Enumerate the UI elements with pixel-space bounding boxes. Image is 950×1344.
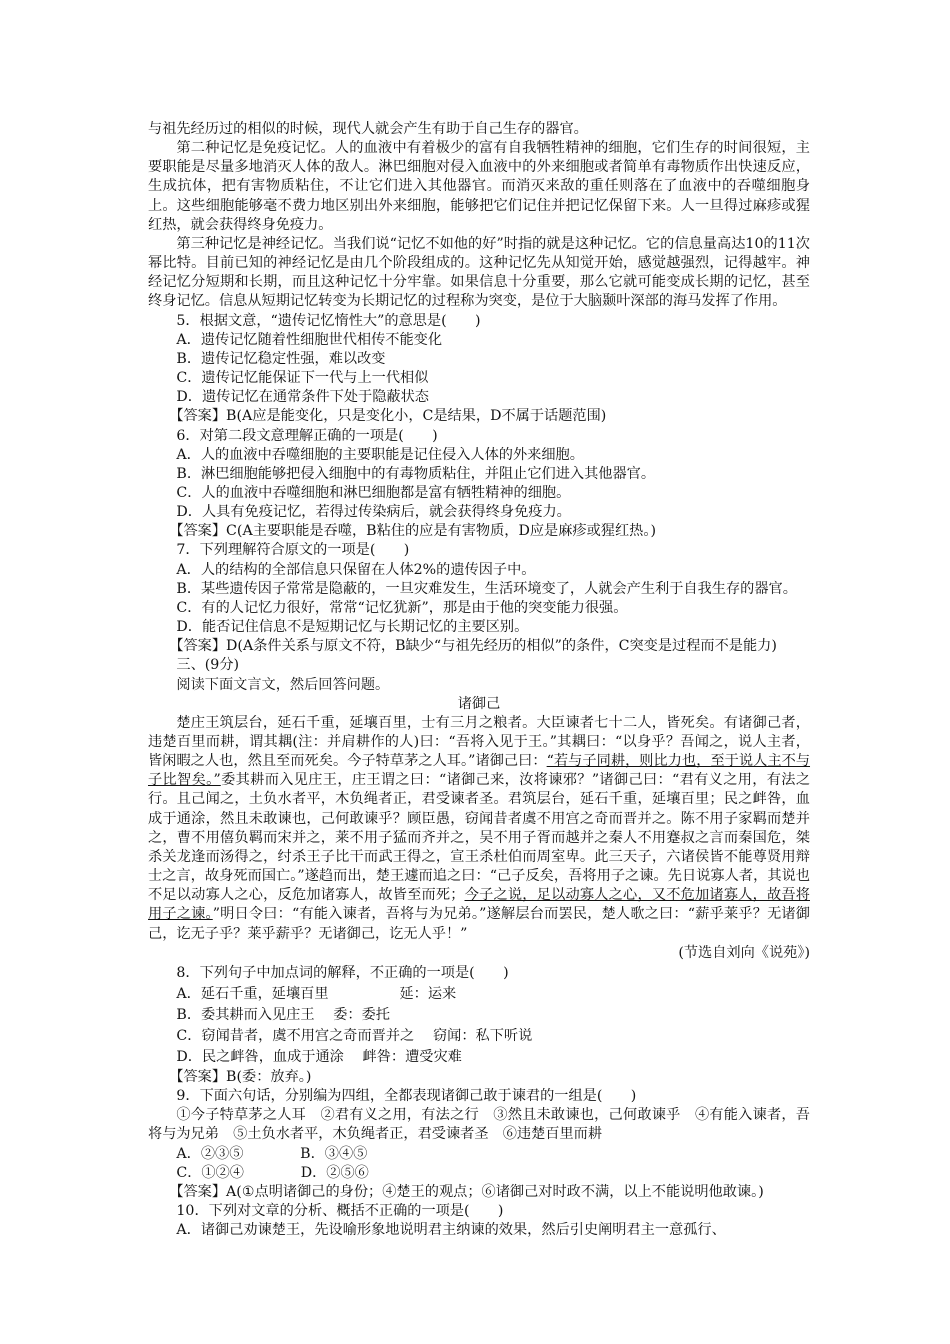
passage-title: 诸御己	[457, 695, 501, 712]
question-6-option-d: D．人具有免疫记忆，若得过传染病后，就会获得终身免疫力。	[176, 504, 571, 521]
question-5-option-b: B．遗传记忆稳定性强，难以改变	[176, 350, 386, 367]
passage-part-b: 委其耕而入见庄王，庄王谓之曰：“诸御己来，汝将谏邪？”诸御己曰：“君有义之用，有法之行。且己闻之，土负水者平，木负绳者正，君受谏者圣。君筑层台，延石千重，延壤百里；民之衅咎，血成于通涂，然且未敢谏也，己何敢谏乎？顾臣愚，窃闻昔者虞不用宫之奇而晋并之。陈不用子家羁而楚并之，曹不用僖负羁而宋并之，莱不用子猛而齐并之，吴不用子胥而越并之秦人不用蹇叔之言而秦国危，桀杀关龙逢而汤得之，纣杀王子比干而武王得之，宣王杀杜伯而周室卑。此三天子，六诸侯皆不能尊贤用辩士之言，故身死而国亡。”遂趋而出，楚王遽而追之曰：“己子反矣，吾将用子之谏。先日说寡人者，其说也不足以动寡人之心，反危加诸寡人，故皆至而死；	[148, 772, 811, 904]
passage-part-a: 楚庄王筑层台，延石千重，延壤百里，士有三月之粮者。大臣谏者七十二人，皆死矣。有诸御己者，违楚百里而耕，谓其耦(注：并肩耕作的人)曰：“吾将入见于王。”其耦曰：“以身乎？吾闻之，说人主者，皆闲暇之人也，然且至而死矣。今子特草茅之人耳。”诸御己曰：	[148, 714, 810, 770]
question-6-option-c: C．人的血液中吞噬细胞和淋巴细胞都是富有牺牲精神的细胞。	[176, 484, 571, 501]
question-6-option-a: A．人的血液中吞噬细胞的主要职能是记住侵入人体的外来细胞。	[176, 446, 584, 463]
passage-underlined-sentence-1: “若与子同耕，则比力也，至于说人主不与子比智矣。”	[148, 753, 811, 789]
paragraph-continued: 与祖先经历过的相似的时候，现代人就会产生有助于自己生存的器官。	[148, 121, 588, 137]
question-7-option-b: B．某些遗传因子常常是隐蔽的，一旦灾难发生，生活环境变了，人就会产生利于自我生存的器官。	[176, 580, 797, 597]
question-7-option-a: A．人的结构的全部信息只保留在人体2%的遗传因子中。	[176, 561, 536, 578]
question-10-option-a: A．诸御己劝谏楚王，先设喻形象地说明君主纳谏的效果，然后引史阐明君主一意孤行、	[176, 1222, 726, 1239]
question-6-answer: 【答案】C(A主要职能是吞噬，B粘住的应是有害物质，D应是麻疹或猩红热。)	[169, 523, 656, 540]
question-8-option-b: B．委其耕而入见庄王 委：委托	[176, 1006, 390, 1023]
question-5-option-a: A．遗传记忆随着性细胞世代相传不能变化	[176, 331, 443, 348]
question-5-answer: 【答案】B(A应是能变化，只是变化小，C是结果，D不属于话题范围)	[169, 408, 607, 425]
passage-underlined-sentence-2: 今子之说，足以动寡人之心，又不危加诸寡人，故吾将用子之谏。	[148, 887, 810, 923]
question-9-items: ①今子特草茅之人耳 ②君有义之用，有法之行 ③然且未敢谏也，己何敢谏乎 ④有能入谏者，吾将与为兄弟 ⑤土负水者平，木负绳者正，君受谏者圣 ⑥违楚百里而耕	[148, 1107, 810, 1143]
question-9-options-cd: C．①②④ D．②⑤⑥	[176, 1164, 369, 1181]
paragraph-immune-memory: 第二种记忆是免疫记忆。人的血液中有着极少的富有自我牺牲精神的细胞，它们生存的时间很短，主要职能是尽量多地消灭人体的敌人。淋巴细胞对侵入血液中的外来细胞或者简单有毒物质作出快速反应，生成抗体，把有害物质粘住，不让它们进入其他器官。而消灭来敌的重任则落在了血液中的吞噬细胞身上。这些细胞能够毫不费力地区别出外来细胞，能够把它们记住并把记忆保留下来。人一旦得过麻疹或猩红热，就会获得终身免疫力。	[148, 140, 810, 233]
document-page	[148, 120, 810, 1240]
question-7-option-d: D．能否记住信息不是短期记忆与长期记忆的主要区别。	[176, 619, 529, 636]
question-9-options-ab: A．②③⑤ B．③④⑤	[176, 1145, 368, 1162]
passage-source: (节选自刘向《说苑》)	[678, 944, 810, 961]
question-7-stem: 7．下列理解符合原文的一项是( )	[176, 542, 410, 559]
section-3-intro: 阅读下面文言文，然后回答问题。	[176, 676, 390, 693]
question-5-stem: 5．根据文意，“遗传记忆惰性大”的意思是( )	[176, 312, 481, 329]
question-9-stem: 9．下面六句话，分别编为四组，全都表现诸御己敢于谏君的一组是( )	[176, 1088, 637, 1105]
question-9-answer: 【答案】A(①点明诸御己的身份；④楚王的观点；⑥诸御己对时政不满，以上不能说明他敢谏。)	[169, 1183, 764, 1200]
question-6-option-b: B．淋巴细胞能够把侵入细胞中的有毒物质粘住，并阻止它们进入其他器官。	[176, 465, 656, 482]
question-5-option-c: C．遗传记忆能保证下一代与上一代相似	[176, 370, 429, 387]
question-7-answer: 【答案】D(A条件关系与原文不符，B缺少“与祖先经历的相似”的条件，C突变是过程而不是能力)	[169, 638, 777, 655]
section-3-heading: 三、(9分)	[176, 657, 240, 674]
question-8-stem: 8．下列句子中加点词的解释，不正确的一项是( )	[176, 964, 509, 981]
question-8-option-c: C．窃闻昔者，虞不用宫之奇而晋并之 窃闻：私下听说	[176, 1027, 533, 1044]
question-8-option-a: A．延石千重，延壤百里 延：运来	[176, 985, 457, 1002]
question-8-option-d: D．民之衅咎，血成于通涂 衅咎：遭受灾难	[176, 1048, 462, 1065]
question-7-option-c: C．有的人记忆力很好，常常“记忆犹新”，那是由于他的突变能力很强。	[176, 599, 628, 616]
question-10-stem: 10．下列对文章的分析、概括不正确的一项是( )	[176, 1202, 504, 1219]
paragraph-neural-memory: 第三种记忆是神经记忆。当我们说“记忆不如他的好”时指的就是这种记忆。它的信息量高达10的11次幂比特。目前已知的神经记忆是由几个阶段组成的。这种记忆先从知觉开始，感觉越强烈，记得越牢。神经记忆分短期和长期，而且这种记忆十分牢靠。如果信息十分重要，那么它就可能变成长期的记忆，甚至终身记忆。信息从短期记忆转变为长期记忆的过程称为突变，是位于大脑颞叶深部的海马发挥了作用。	[148, 235, 810, 310]
question-5-option-d: D．遗传记忆在通常条件下处于隐蔽状态	[176, 389, 429, 406]
question-8-block	[148, 963, 810, 1068]
passage-part-c: ”明日令曰：“有能入谏者，吾将与为兄弟。”遂解层台而罢民，楚人歌之曰：“薪乎莱乎？无诸御己，讫无子乎？莱乎薪乎？无诸御己，讫无人乎！”	[148, 906, 810, 942]
classical-passage	[148, 714, 810, 944]
question-6-stem: 6．对第二段文意理解正确的一项是( )	[176, 427, 438, 444]
question-8-answer: 【答案】B(委：放弃。)	[169, 1068, 312, 1085]
